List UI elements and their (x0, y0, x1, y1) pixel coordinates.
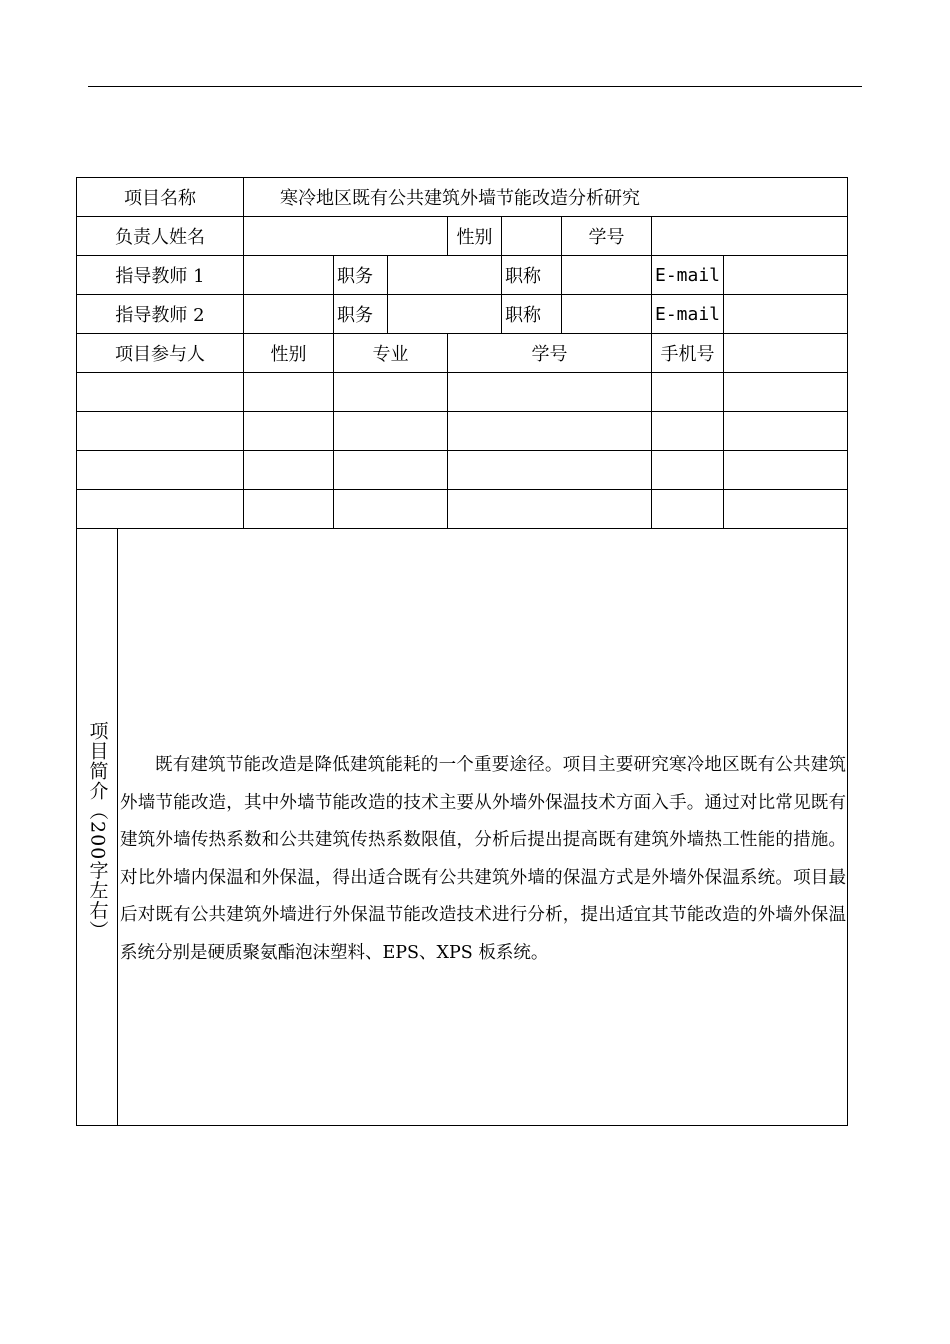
participant-row (77, 412, 848, 451)
participant-phone-field[interactable] (652, 412, 724, 451)
participant-major-field[interactable] (334, 412, 448, 451)
participant-gender-field[interactable] (244, 451, 334, 490)
advisor-1-name-field[interactable] (244, 256, 334, 295)
advisor-2-email-field[interactable] (724, 295, 848, 334)
advisor-1-email-field[interactable] (724, 256, 848, 295)
participant-name-field[interactable] (77, 490, 244, 529)
project-name-value[interactable]: 寒冷地区既有公共建筑外墙节能改造分析研究 (244, 178, 848, 217)
advisor-2-position-label: 职务 (334, 295, 388, 334)
participant-student-id-field[interactable] (448, 451, 652, 490)
advisor-1-position-label: 职务 (334, 256, 388, 295)
participant-row (77, 490, 848, 529)
advisor-2-title-field[interactable] (562, 295, 652, 334)
advisor-2-row (77, 295, 848, 334)
leader-student-id-field[interactable] (652, 217, 848, 256)
participant-gender-field[interactable] (244, 412, 334, 451)
participant-extra-field[interactable] (724, 373, 848, 412)
participant-phone-field[interactable] (652, 451, 724, 490)
leader-student-id-label: 学号 (562, 217, 652, 256)
participant-extra-field[interactable] (724, 412, 848, 451)
participant-student-id-field[interactable] (448, 373, 652, 412)
advisor-1-label: 指导教师 1 (77, 256, 244, 295)
participant-extra-header (724, 334, 848, 373)
participant-student-id-header: 学号 (448, 334, 652, 373)
participant-major-field[interactable] (334, 451, 448, 490)
advisor-1-title-label: 职称 (502, 256, 562, 295)
participant-phone-field[interactable] (652, 373, 724, 412)
application-form (76, 177, 848, 1126)
participant-phone-field[interactable] (652, 490, 724, 529)
intro-label: 项目简介（200字左右） (86, 721, 109, 941)
advisor-2-label: 指导教师 2 (77, 295, 244, 334)
intro-text: 既有建筑节能改造是降低建筑能耗的一个重要途径。项目主要研究寒冷地区既有公共建筑外墙节能改造，其中外墙节能改造的技术主要从外墙外保温技术方面入手。通过对比常见既有建筑外墙传热系数和公共建筑传热系数限值，分析后提出提高既有建筑外墙热工性能的措施。对比外墙内保温和外保温，得出适合既有公共建筑外墙的保温方式是外墙外保温系统。项目最后对既有公共建筑外墙进行外保温节能改造技术进行分析，提出适宜其节能改造的外墙外保温系统分别是硬质聚氨酯泡沫塑料、EPS、XPS 板系统。 (120, 755, 846, 963)
advisor-1-row (77, 256, 848, 295)
advisor-2-title-label: 职称 (502, 295, 562, 334)
header-rule (88, 86, 862, 87)
participant-header: 项目参与人 (77, 334, 244, 373)
leader-gender-label: 性别 (448, 217, 502, 256)
participant-name-field[interactable] (77, 412, 244, 451)
advisor-1-title-field[interactable] (562, 256, 652, 295)
advisor-1-email-label: E-mail (652, 256, 724, 295)
participant-student-id-field[interactable] (448, 490, 652, 529)
project-name-row (77, 178, 848, 217)
participant-row (77, 373, 848, 412)
participant-row (77, 451, 848, 490)
project-name-label: 项目名称 (77, 178, 244, 217)
participant-name-field[interactable] (77, 451, 244, 490)
participant-gender-header: 性别 (244, 334, 334, 373)
advisor-2-email-label: E-mail (652, 295, 724, 334)
participant-major-field[interactable] (334, 490, 448, 529)
participants-header-row (77, 334, 848, 373)
intro-cell[interactable] (118, 529, 848, 1126)
advisor-2-name-field[interactable] (244, 295, 334, 334)
participant-phone-header: 手机号 (652, 334, 724, 373)
leader-name-field[interactable] (244, 217, 448, 256)
participant-major-field[interactable] (334, 373, 448, 412)
leader-gender-field[interactable] (502, 217, 562, 256)
participant-major-header: 专业 (334, 334, 448, 373)
intro-row (77, 529, 848, 1126)
leader-row (77, 217, 848, 256)
advisor-2-position-field[interactable] (388, 295, 502, 334)
advisor-1-position-field[interactable] (388, 256, 502, 295)
intro-label-cell (77, 529, 118, 1126)
leader-name-label: 负责人姓名 (77, 217, 244, 256)
participant-gender-field[interactable] (244, 373, 334, 412)
participant-extra-field[interactable] (724, 451, 848, 490)
participant-name-field[interactable] (77, 373, 244, 412)
participant-student-id-field[interactable] (448, 412, 652, 451)
participant-gender-field[interactable] (244, 490, 334, 529)
participant-extra-field[interactable] (724, 490, 848, 529)
